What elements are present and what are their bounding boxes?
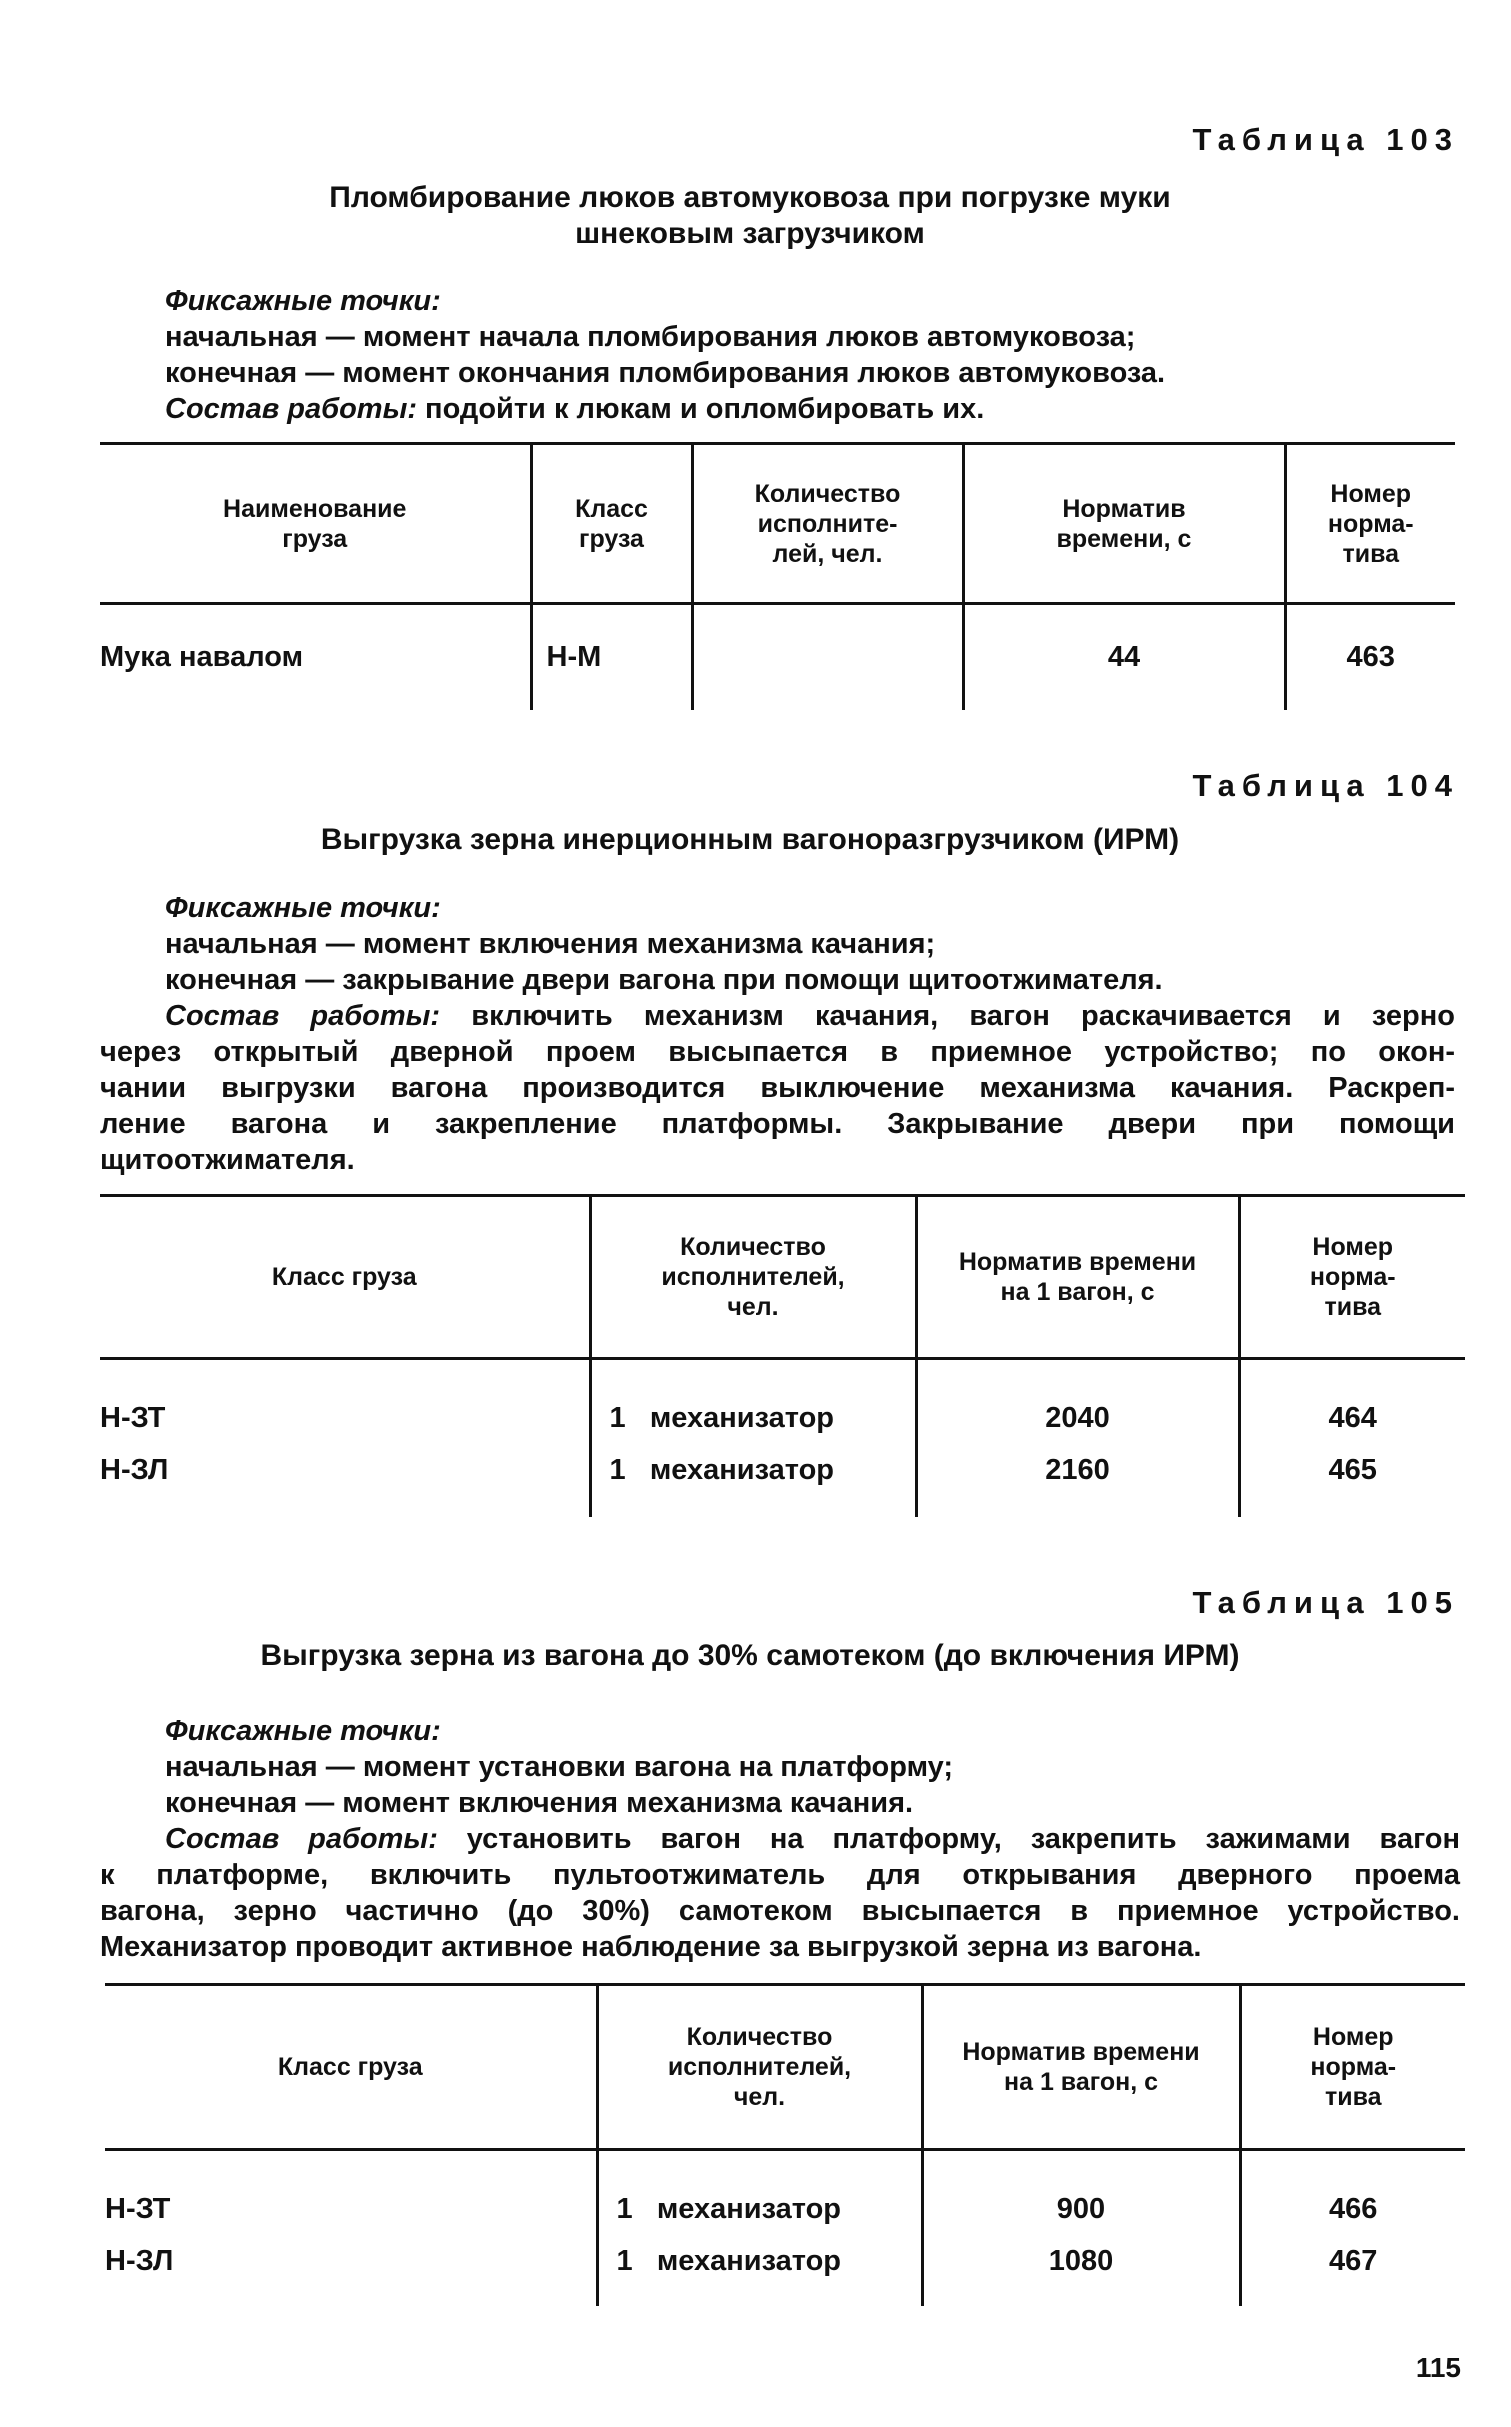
header-text: норма- xyxy=(1309,1263,1396,1291)
table-104-work-label: Состав работы: xyxy=(165,1000,441,1032)
cell-qty: 1 xyxy=(609,1454,626,1486)
table-105-work-line-2: к платформе, включить пультоотжиматель для открывания дверного проема xyxy=(100,1859,1460,1891)
header-text: Норматив xyxy=(1062,494,1186,523)
header-text: груза xyxy=(579,524,644,553)
table-104-work-line-2: через открытый дверной проем высыпается в приемное устройство; по окон- xyxy=(100,1036,1455,1068)
table-105-label: Таблица 105 xyxy=(1192,1585,1459,1620)
table-105-header-count xyxy=(597,1985,922,2150)
table-105-work-line-3: вагона, зерно частично (до 30%) самотеком высыпается в приемное устройство. xyxy=(100,1895,1460,1927)
header-text: на 1 вагон, с xyxy=(1004,2068,1158,2096)
table-row xyxy=(105,2150,1465,2230)
table-104-fix-heading: Фиксажные точки: xyxy=(165,892,441,924)
cell-role: механизатор xyxy=(649,1401,835,1434)
header-text: Номер xyxy=(1330,479,1412,508)
table-105-work-line-4: Механизатор проводит активное наблюдение за выгрузкой зерна из вагона. xyxy=(100,1931,1202,1963)
header-text: Класс груза xyxy=(277,2053,423,2081)
table-105-work-line-1 xyxy=(100,1821,1460,1857)
cell-number: 465 xyxy=(1239,1439,1465,1517)
cell-norm: 44 xyxy=(963,604,1285,710)
table-103 xyxy=(100,442,1455,710)
table-103-end-point: конечная — момент окончания пломбирования люков автомуковоза. xyxy=(165,357,1166,389)
table-104-header-count xyxy=(590,1196,916,1359)
cell-performer xyxy=(597,2150,922,2230)
cell-performer xyxy=(590,1439,916,1517)
cell-count xyxy=(692,604,963,710)
table-103-label: Таблица 103 xyxy=(1192,122,1459,157)
table-103-title-line-2: шнековым загрузчиком xyxy=(575,217,925,250)
header-text: Норматив времени xyxy=(962,2038,1200,2066)
header-text: времени, с xyxy=(1056,524,1192,553)
header-text: Норматив времени xyxy=(958,1248,1197,1276)
table-row xyxy=(105,2230,1465,2306)
header-text: исполнителей, xyxy=(661,1263,845,1291)
header-text: Количество xyxy=(680,1233,826,1261)
cell-norm: 2040 xyxy=(916,1359,1239,1439)
header-text: исполнителей, xyxy=(667,2053,852,2081)
header-text: Класс xyxy=(575,494,648,523)
table-105-end-point: конечная — момент включения механизма качания. xyxy=(165,1787,914,1819)
table-103-work-text: подойти к люкам и опломбировать их. xyxy=(417,393,985,425)
table-105-work-text: установить вагон на платформу, закрепить зажимами вагон xyxy=(437,1823,1460,1855)
table-105-header-class xyxy=(105,1985,597,2150)
header-text: тива xyxy=(1342,539,1400,568)
cell-name: Мука навалом xyxy=(100,640,304,673)
table-103-header-number xyxy=(1285,444,1455,604)
cell-number: 463 xyxy=(1285,604,1455,710)
cell-norm: 2160 xyxy=(916,1439,1239,1517)
cell-role: механизатор xyxy=(649,1454,835,1486)
header-text: лей, чел. xyxy=(772,539,883,568)
table-103-title-line-1: Пломбирование люков автомуковоза при погрузке муки xyxy=(329,181,1171,214)
table-103-header-norm xyxy=(963,444,1285,604)
header-text: чел. xyxy=(727,1293,779,1321)
table-row xyxy=(100,1359,1465,1439)
header-text: Номер xyxy=(1312,2023,1394,2051)
cell-number: 467 xyxy=(1240,2230,1465,2306)
header-text: исполните- xyxy=(757,509,898,538)
table-104-header-number xyxy=(1239,1196,1465,1359)
cell-class: Н-М xyxy=(531,604,692,710)
header-text: тива xyxy=(1324,1293,1382,1321)
table-105-title: Выгрузка зерна из вагона до 30% самотеком (до включения ИРМ) xyxy=(260,1639,1240,1672)
table-104-header-row xyxy=(100,1196,1465,1359)
cell-qty: 1 xyxy=(616,2192,633,2225)
table-105-description xyxy=(100,1713,1460,1965)
page-number: 115 xyxy=(1415,2352,1461,2383)
table-103-header-name xyxy=(100,444,531,604)
table-103-header-row xyxy=(100,444,1455,604)
cell-class: Н-ЗТ xyxy=(100,1401,166,1434)
table-104-work-line-4: ление вагона и закрепление платформы. Закрывание двери при помощи xyxy=(100,1108,1455,1140)
cell-class: Н-ЗТ xyxy=(105,2192,171,2225)
table-104-header-norm xyxy=(916,1196,1239,1359)
table-104-start-point: начальная — момент включения механизма качания; xyxy=(165,928,936,960)
header-text: Номер xyxy=(1312,1233,1394,1261)
table-104-description xyxy=(100,890,1455,1178)
table-104-work-text: включить механизм качания, вагон раскачивается и зерно xyxy=(440,1000,1455,1032)
table-104 xyxy=(100,1194,1465,1517)
cell-class: Н-ЗЛ xyxy=(100,1454,169,1486)
table-103-start-point: начальная — момент начала пломбирования люков автомуковоза; xyxy=(165,321,1136,353)
header-text: Количество xyxy=(686,2023,833,2051)
header-text: на 1 вагон, с xyxy=(1000,1278,1155,1306)
header-text: норма- xyxy=(1327,509,1414,538)
table-105-fix-heading: Фиксажные точки: xyxy=(165,1715,441,1747)
cell-role: механизатор xyxy=(656,2192,842,2225)
cell-class: Н-ЗЛ xyxy=(105,2245,174,2277)
table-105-work-label: Состав работы: xyxy=(165,1823,438,1855)
cell-role: механизатор xyxy=(656,2245,842,2277)
table-105-header-number xyxy=(1240,1985,1465,2150)
table-104-header-class xyxy=(100,1196,590,1359)
table-103-header-count xyxy=(692,444,963,604)
table-103-description xyxy=(165,283,1165,427)
cell-performer xyxy=(597,2230,922,2306)
header-text: груза xyxy=(282,524,348,553)
table-104-title: Выгрузка зерна инерционным вагоноразгрузчиком (ИРМ) xyxy=(320,823,1180,856)
cell-norm: 1080 xyxy=(922,2230,1240,2306)
cell-qty: 1 xyxy=(609,1401,626,1434)
header-text: тива xyxy=(1324,2083,1382,2111)
table-103-header-class xyxy=(531,444,692,604)
table-104-label: Таблица 104 xyxy=(1192,768,1459,803)
table-104-work-line-1 xyxy=(100,998,1455,1034)
table-104-work-line-5: щитоотжимателя. xyxy=(100,1144,355,1176)
cell-number: 466 xyxy=(1240,2150,1465,2230)
header-text: Количество xyxy=(754,479,901,508)
table-103-fix-heading: Фиксажные точки: xyxy=(165,285,441,317)
table-103-work xyxy=(165,391,1165,427)
table-104-end-point: конечная — закрывание двери вагона при помощи щитоотжимателя. xyxy=(165,964,1163,996)
header-text: чел. xyxy=(733,2083,786,2111)
table-105 xyxy=(105,1983,1465,2306)
cell-number: 464 xyxy=(1239,1359,1465,1439)
table-105-header-row xyxy=(105,1985,1465,2150)
table-row xyxy=(100,1439,1465,1517)
table-105-start-point: начальная — момент установки вагона на платформу; xyxy=(165,1751,954,1783)
header-text: Наименование xyxy=(223,494,407,523)
table-row xyxy=(100,604,1455,710)
cell-qty: 1 xyxy=(616,2245,633,2277)
table-105-header-norm xyxy=(922,1985,1240,2150)
cell-norm: 900 xyxy=(922,2150,1240,2230)
cell-performer xyxy=(590,1359,916,1439)
table-103-work-label: Состав работы: xyxy=(165,393,417,425)
table-103-title xyxy=(100,180,1400,252)
header-text: Класс груза xyxy=(271,1263,417,1291)
table-104-work-line-3: чании выгрузки вагона производится выключение механизма качания. Раскреп- xyxy=(100,1072,1455,1104)
header-text: норма- xyxy=(1310,2053,1397,2081)
